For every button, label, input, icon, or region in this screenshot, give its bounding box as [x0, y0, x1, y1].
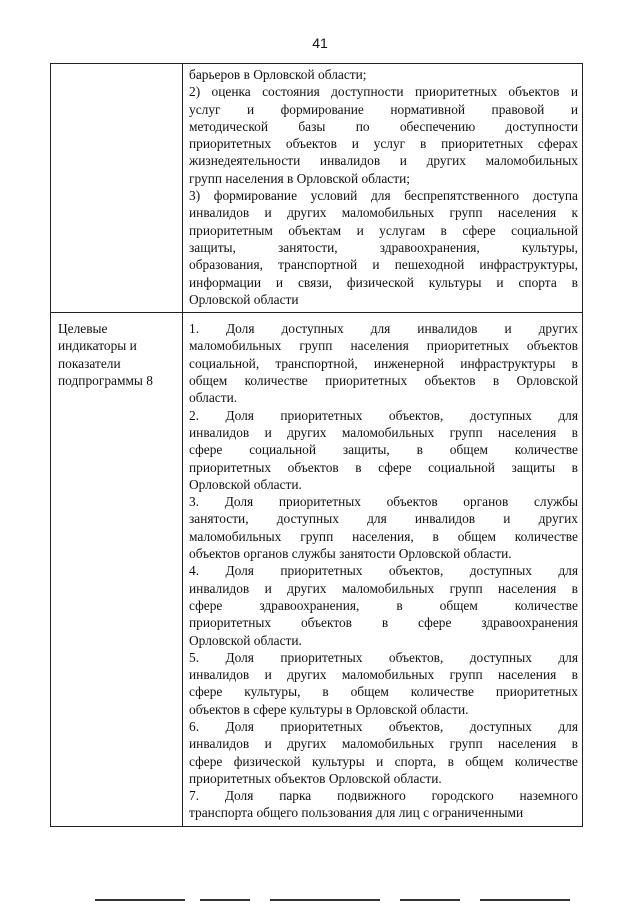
text-line: информации и связи, физической культуры и спорта в — [189, 274, 578, 290]
text-line: сфере здравоохранения, в общем количестве — [189, 597, 578, 613]
text-line: инвалидов и других маломобильных групп населения в — [189, 580, 578, 596]
text-line: 3) формирование условий для беспрепятственного доступа — [189, 188, 578, 204]
text-line: инвалидов и других маломобильных групп населения в — [189, 667, 578, 683]
table-cell-label — [51, 64, 183, 313]
text-line: сфере культуры, в общем количестве приоритетных — [189, 684, 578, 700]
text-line: методической базы по обеспечению доступности — [189, 118, 578, 134]
text-line: Орловской области. — [189, 632, 302, 648]
row1-content — [183, 64, 582, 312]
scan-edge-mark — [200, 899, 250, 901]
text-line: 5. Доля приоритетных объектов, доступных для — [189, 649, 578, 665]
text-line: показатели — [58, 355, 121, 371]
scan-edge-mark — [400, 899, 460, 901]
text-line: занятости, доступных для инвалидов и других — [189, 511, 578, 527]
text-line: приоритетных объектов и услуг в приоритетных сферах — [189, 136, 578, 152]
scan-edge-artifact — [0, 895, 640, 905]
text-line: инвалидов и других маломобильных групп населения в — [189, 424, 578, 440]
text-line: Орловской области — [189, 291, 299, 307]
subprogram-passport-table — [50, 63, 583, 827]
text-line: общем количестве приоритетных объектов в Орловской — [189, 373, 578, 389]
text-line: сфере физической культуры и спорта, в общем количестве — [189, 753, 578, 769]
text-line: приоритетных объектов в сфере здравоохранения — [189, 615, 578, 631]
row1-label — [51, 64, 182, 75]
text-line: подпрограммы 8 — [58, 373, 153, 389]
text-line: транспорта общего пользования для лиц с ограниченными — [189, 805, 524, 821]
text-line: области. — [189, 390, 238, 406]
row2-content — [183, 313, 582, 826]
text-line: маломобильных групп населения, в общем количестве — [189, 528, 578, 544]
text-line: инвалидов и других маломобильных групп населения в — [189, 736, 578, 752]
text-line: 3. Доля приоритетных объектов органов службы — [189, 494, 578, 510]
text-line: маломобильных групп населения приоритетных объектов — [189, 338, 578, 354]
text-line: барьеров в Орловской области; — [189, 67, 367, 82]
table-row — [51, 64, 583, 313]
text-line: инвалидов и других маломобильных групп населения к — [189, 205, 578, 221]
text-line: услуг и формирование нормативной правовой и — [189, 101, 578, 117]
table-row — [51, 313, 583, 827]
table-cell-content — [183, 64, 583, 313]
text-line: приоритетным объектам и услугам в сфере социальной — [189, 222, 578, 238]
text-line: Целевые — [58, 321, 108, 337]
page-number: 41 — [312, 35, 328, 51]
text-line: приоритетных объектов Орловской области. — [189, 770, 442, 786]
row2-label — [51, 313, 182, 393]
scan-edge-mark — [480, 899, 570, 901]
text-line: 2. Доля приоритетных объектов, доступных для — [189, 407, 578, 423]
text-line: объектов органов службы занятости Орловской области. — [189, 546, 512, 562]
text-line: 7. Доля парка подвижного городского наземного — [189, 788, 578, 804]
text-line: социальной, транспортной, инженерной инфраструктуры в — [189, 355, 578, 371]
text-line: защиты, занятости, здравоохранения, культуры, — [189, 239, 578, 255]
text-line: групп населения в Орловской области; — [189, 170, 410, 186]
scan-edge-mark — [95, 899, 185, 901]
text-line: Орловской области. — [189, 476, 302, 492]
text-line: жизнедеятельности инвалидов и других маломобильных — [189, 153, 578, 169]
scan-edge-mark — [270, 899, 380, 901]
table-cell-label — [51, 313, 183, 827]
text-line: 4. Доля приоритетных объектов, доступных для — [189, 563, 578, 579]
text-line: 2) оценка состояния доступности приоритетных объектов и — [189, 84, 578, 100]
text-line: образования, транспортной и пешеходной инфраструктуры, — [189, 257, 578, 273]
text-line: приоритетных объектов в сфере социальной защиты в — [189, 459, 578, 475]
text-line: 6. Доля приоритетных объектов, доступных для — [189, 718, 578, 734]
text-line: индикаторы и — [58, 338, 137, 354]
text-line: объектов в сфере культуры в Орловской области. — [189, 701, 469, 717]
table-cell-content — [183, 313, 583, 827]
text-line: сфере социальной защиты, в общем количестве — [189, 442, 578, 458]
text-line: 1. Доля доступных для инвалидов и других — [189, 321, 578, 337]
